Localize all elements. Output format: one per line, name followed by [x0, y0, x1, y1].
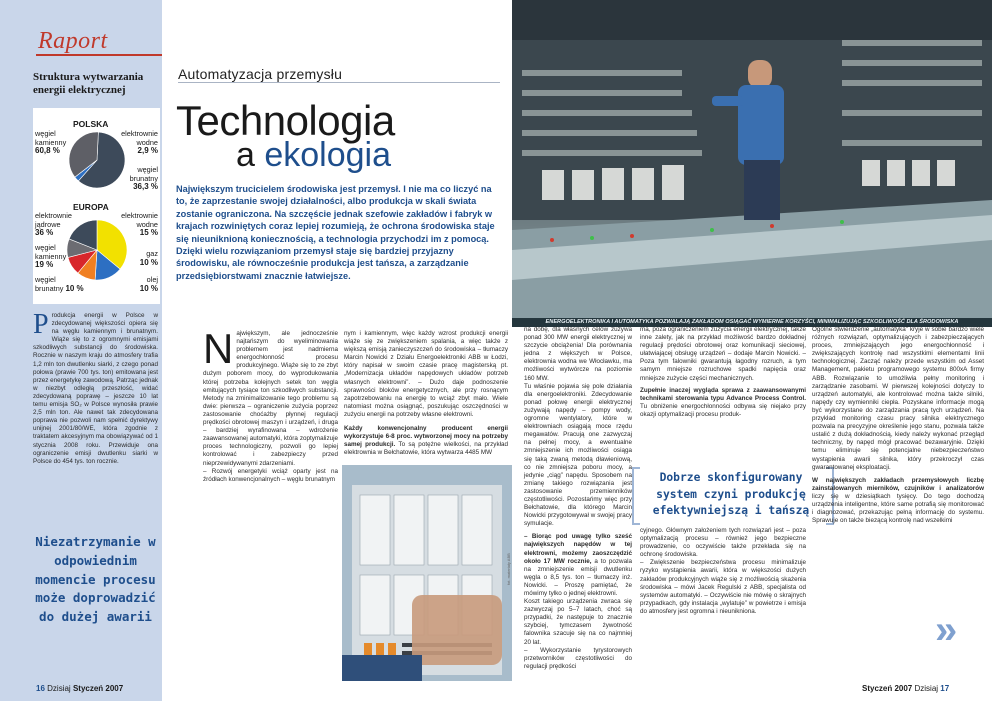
column-1: [203, 325, 338, 484]
chart-panel: [33, 108, 160, 304]
label-eu-gas: gaz 10 %: [139, 249, 158, 267]
drive-cabinet-illustration: [342, 465, 512, 681]
label-pl-coal: węgiel kamienny 60,8 %: [35, 129, 67, 155]
chart-poland-title: POLSKA: [73, 119, 109, 129]
label-eu-nuclear: elektrownie jądrowe 36 %: [35, 211, 72, 237]
col4-text-c: cyjnego. Głównym założeniem tych rozwiązań jest – poza optymalizacją procesu – również jego bezpieczne prowadzenie, co oczywiście także przekłada się na ochronę środowiska. – Zwiększenie bezpieczeństwa procesu minimalizuje ryzyko wystąpienia awarii, która w większości dużych zakładów produkcyjnych wiąże się z możliwością skażenia środowiska – mówi Jacek Regulski z ABB, specjalista od systemów automatyki. – Oczywiście nie mówię o skrajnych przypadkach, gdy instalacja „wylatuje” w powietrze i emisja do atmosfery jest ogromna i nieunikniona.: [640, 527, 806, 615]
label-eu-coal: węgiel kamienny 19 %: [35, 243, 67, 269]
pie-poland: [69, 132, 125, 188]
column-5: [812, 326, 984, 525]
section-rule: [36, 54, 162, 56]
section-label: Raport: [38, 28, 108, 54]
dropcap-n: N: [203, 325, 234, 372]
photo-caption: ENERGOELEKTRONIKA I AUTOMATYKA POZWALAJĄ ZAKŁADOM OSIĄGAĆ WYMIERNE KORZYŚCI, MINIMALIZUJĄC SZKODLIWOŚĆ DLA ŚRODOWISKA: [512, 318, 992, 327]
col4-text-b: Zupełnie inaczej wygląda sprawa z zaawansowanymi technikami sterowania typu Advance Process Control. Tu obniżenie energochłonności odbywa się niejako przy okazji optymalizacji procesu produk-: [640, 386, 806, 418]
col3-text-a: na dobę, dla własnych celów zużywa ponad 300 MW energii elektrycznej w szczycie obciążenia! Dla porównania jedna z większych w Polsce, elektrownia wodna we Włocławku, ma możliwości wytwórcze na poziomie 160 MW. Tu właśnie pojawia się pole działania dla energoelektroniki. Zdecydowanie ponad połowę energii elektrycznej zużywają napędy – pompy wody, ogromne wentylatory, które w elektrowniach osiągają moce rzędu megawatów. Pracują one zazwyczaj na pełnej mocy, a ewentualne zmniejszenie ich możliwości osiąga się taką zwaną metodą dławieniową, co nie zmniejsza poboru mocy, a jedynie „ciąg” napędu. Sposobem na zmianę takiego rozwiązania jest zastosowanie przemienników częstotliwości. Pozostańmy więc przy Bełchatowie, dla którego Marcin Nowicki przygotowywał w swojej pracy symulacje.: [524, 326, 632, 528]
kicker-rule: [178, 82, 500, 83]
lead-paragraph: Największym trucicielem środowiska jest przemysł. I nie ma co liczyć na to, że zaprzestanie swojej działalności, albo produkcja w skali świata zostanie ograniczona. Na szczęście jednak szefowie zakładów i fabryk w krajach rozwiniętych coraz lepiej rozumieją, że ochrona środowiska staje się nieuniknioną koniecznością, a technologia przychodzi im z pomocą. Dzięki wielu rozwiązaniom przemysł staje się bardziej przyjazny środowisku, ale równocześnie produkcja jest tańsza, a zarządzanie przedsiębiorstwami znacznie łatwiejsze.: [176, 184, 495, 281]
col3-text-b: – Biorąc pod uwagę tylko sześć największych napędów w tej elektrowni, możemy zaoszczędzić około 17 MW rocznie, a to pozwala na zmniejszenie emisji dwutlenku węgla o 8,5 tys. ton – tłumaczy inż. Nowicki. – Proszę pamiętać, że mówimy tylko o jednej elektrowni. Koszt takiego urządzenia zwraca się zazwyczaj po 5–7 latach, choć są przypadki, że następuje to znacznie szybciej, tymczasem żywotność falownika szacuje się na co najmniej 20 lat. – Wykorzystanie tyrystorowych przetworników częstotliwości do regulacji prędkości: [524, 533, 633, 670]
headline-line-2: a ekologia: [236, 136, 392, 174]
label-eu-oil: olej 10 %: [139, 275, 158, 293]
column-4-continued: [640, 527, 806, 616]
photo-drive-cabinet: [342, 465, 512, 681]
footer-right: Styczeń 2007 Dzisiaj 17: [862, 684, 950, 693]
label-pl-lignite: węgiel brunatny 36,3 %: [129, 165, 158, 191]
continue-chevron-icon: »: [935, 608, 948, 652]
col5-text-b: W największych zakładach przemysłowych liczbę zainstalowanych mierników, czujników i analizatorów liczy się w dziesiątkach tysięcy. Do tego dochodzą urządzenia inteligentne, które same potrafią się monitorować i diagnozować, przekazując pełną informację do systemu. Sprawuje on także biezącą kontrolę nad wszelkimi: [812, 476, 984, 525]
col4-text-a: ma, poza ograniczeniem zużycia energii elektrycznej, także inne zalety, jak na przykład możliwość bardzo dokładnej regulacji prędości obrotowej oraz komunikacji sieciowej, ułatwiającej obsługę urządzeń – dodaje Marcin Nowicki. – Poza tym falowniki gwarantują łagodny rozruch, a tym samym mniejsze rozruchowe spadki napięcia oraz mniejsze zużycie części mechanicznych.: [640, 326, 806, 382]
label-pl-hydro: elektrownie wodne 2,9 %: [121, 129, 158, 155]
kicker: Automatyzacja przemysłu: [178, 66, 343, 82]
pullquote: Dobrze skonfigurowany system czyni produkcję efektywniejszą i tańszą: [652, 471, 810, 518]
sidebar: [0, 0, 162, 701]
photo-control-room: [512, 0, 992, 318]
sidebar-article: [33, 309, 158, 466]
pullquote-bracket-left: [632, 467, 640, 525]
label-eu-hydro: elektrownie wodne 15 %: [121, 211, 158, 237]
label-eu-lignite: węgiel brunatny 10 %: [35, 275, 84, 293]
photo-credit: fot. materiały ABB: [506, 553, 511, 585]
chart-title: Struktura wytwarzania energii elektrycznej: [33, 71, 144, 96]
chart-europe-title: EUROPA: [73, 202, 109, 212]
dropcap: P: [33, 309, 49, 340]
footer-left: 16 Dzisiaj Styczeń 2007: [36, 684, 124, 693]
col1-text: Największym, ale jednocześnie najtańszym do wyeliminowania problemem jest nadmierna energochłonność procesu produkcyjnego. Wiąże się to ze zbyt dużym poborem mocy, do wyprodukowania której potrzeba kolejnych setek ton węgla emitujących tysiące ton szkodliwych substancji. Metody na zminimalizowanie tego problemu są dwie: pierwsza – ograniczenie zużycia poprzez zastosowanie choćażby płynnej regulacji prędkości obrotowej maszyn i urządzeń, i druga – bardziej wyrafinowana – wdrożenie zaawansowanej automatyki, która zoptymalizuje proces technologiczny, pozwoli go lepiej kontrolować i zabezpieczy przed nieprzewidywanymi zdarzeniami. – Rozwój energetyki wciąż oparty jest na źródłach konwencjonalnych – węglu brunatnym: [203, 325, 338, 483]
col5-text-a: Ogólne stwierdzenie „automatyka” kryje w sobie bardzo wiele różnych rozwiązań, optymalizujących i zabezpieczających proces, zmniejszających jego energochłonność i zwiększających kontrolę nad wszystkimi elementami linii technologicznej. Zacząć należy przede wszystkim od Asset Management, pakietu programowego systemu 800xA firmy ABB. Rozwiązanie to umożliwia pełny monitoring i zarządzanie zasobami. W pierwszej kolejności dotyczy to urządzeń automatyki, ale kontrolować można także silniki, napędy czy wymienniki ciepła. Pozyskane informacje mogą być wykorzystane do zarządzania pracą tych urządzeń. Na przykład monitoring czasu pracy silnika elektrycznego pozwala na precyzyjne określenie jego stanu, pozwala także ustalić z dużą dokładnością, kiedy należy wykonać przegląd techniczny, by napęd mógł pracować bezawaryjnie. Dzięki temu eliminuje się potencjalne niebezpieczeństwo wystąpienia awarii silnika, który przekroczył czas gwarantowanej eksploatacji.: [812, 326, 984, 471]
sidebar-paragraph: Produkcja energii w Polsce w zdecydowanej większości opiera się na węglu kamiennym i brunatnym. Wiąże się to z ogromnymi emisjami szkodliwych substancji do środowiska. Rocznie w naszym kraju do atmosfery trafia 1,2 mln ton dwutlenku siarki, z czego ponad połowa (prawie 700 tys. ton) emitowana jest przez energetykę zawodową. Patrząc jednak w niezbyt odległą przeszłość, widać zdecydowaną poprawę – jeszcze 10 lat temu emisja SO₂ w Polsce wynosiła prawie 2,5 mln ton. Ale nawet tak zdecydowana poprawa nie pozwoli nam spełnić dyrektywy unijnej 2001/80/WE, która zgodnie z traktatem akcesyjnym ma obowiązywać od 1 stycznia 2008 roku. Przewiduje ona ograniczenie emisji dwutlenku siarki w Polsce do 454 tys. ton rocznie.: [33, 309, 158, 465]
col2-text-a: nym i kamiennym, więc każdy wzrost produkcji energii wiąże się ze zwiększeniem spalania, a więc także z większą emisją zanieczyszczeń do środowiska – tłumaczy Marcin Nowicki z Działu Energoelektroniki ABB w Łodzi, który napisał w swoim czasie pracę magisterską pt. „Modernizacja układów napędowych układów potrzeb własnych elektrowni”. – Dużo daje podnoszenie sprawności bloków energetycznych, ale przy rosnącym zapotrzebowaniu na energię to wciąż zbyt mało. Wiele natomiast można osiągnąć, poszukując oszczędności w zużyciu energii na potrzeby własne elektrowni.: [344, 330, 508, 418]
headline-line-1: Technologia: [176, 97, 395, 144]
control-room-illustration: [512, 0, 992, 318]
column-4: [640, 326, 806, 419]
column-2: [344, 330, 508, 457]
col2-text-b: Każdy konwencjonalny producent energii wykorzystuje 6-8 proc. wytworzonej mocy na potrzeby samej produkcji. To są potężne wielkości, na przykład elektrownia w Bełchatowie, która wytwarza 4485 MW: [344, 425, 508, 457]
sidebar-pullquote: Niezatrzymanie w odpowiednim momencie procesu może doprowadzić do dużej awarii: [35, 534, 156, 625]
column-3: [524, 326, 632, 671]
